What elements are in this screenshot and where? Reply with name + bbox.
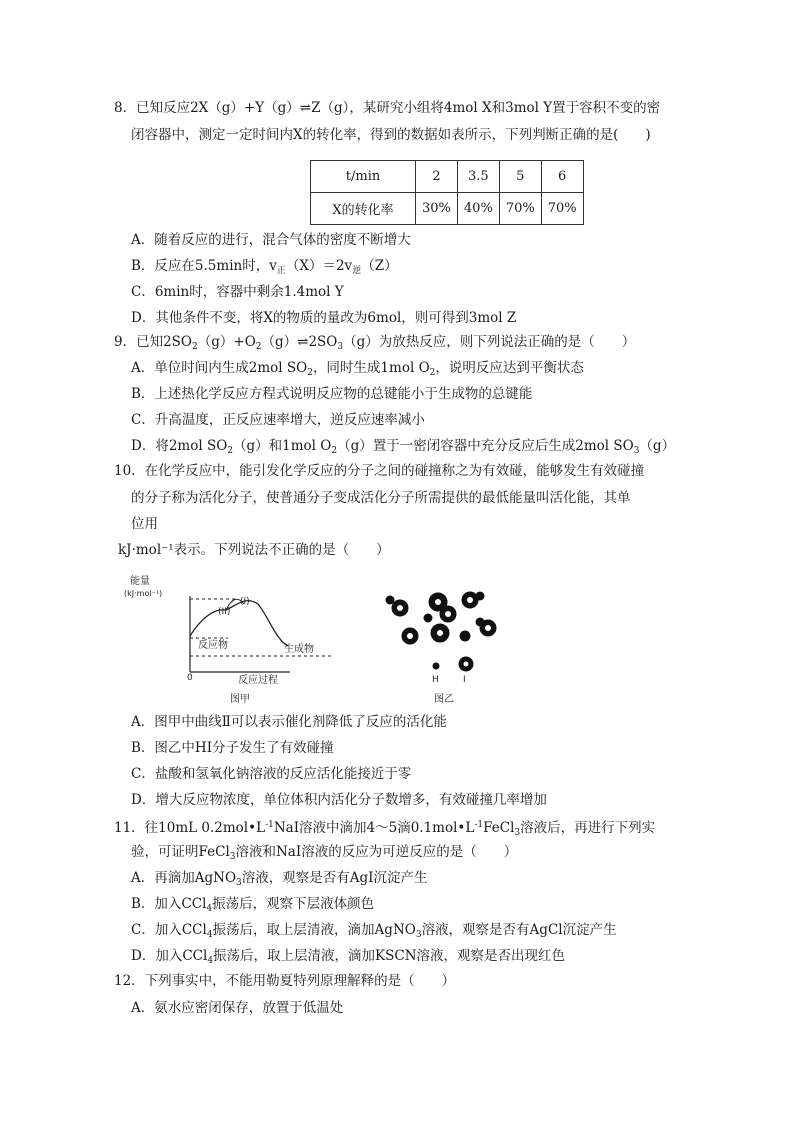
figure-caption-b: 图乙 xyxy=(434,694,454,705)
x-axis-label: 反应过程 xyxy=(238,675,278,686)
q11-option-d: D．加入CCl$_4$振荡后，取上层清液，滴加KSCN溶液，观察是否出现红色 xyxy=(131,948,566,966)
table-cell: 3.5 xyxy=(457,161,499,193)
y-axis-unit: (kJ·mol⁻¹) xyxy=(124,589,163,598)
table-cell: 70% xyxy=(499,193,541,225)
molecule-h xyxy=(476,618,484,626)
q8-option-b: B．反应在5.5min时，$v_正(X)=2v_逆(Z)$ xyxy=(131,258,398,276)
curve-i-label: (I) xyxy=(240,597,250,607)
q10-stem-line3: 位用 xyxy=(131,516,158,532)
q9-option-d: D．将2mol $SO_2(g)$和1mol $O_2(g)$置于一密闭容器中充分反应后生成2mol $SO_3(g)$ xyxy=(131,438,676,456)
table-header-rate: X的转化率 xyxy=(311,193,416,225)
figure-caption-a: 图甲 xyxy=(230,694,250,705)
table-row xyxy=(311,161,584,193)
legend-h-label: H xyxy=(432,675,439,685)
energy-diagram-figure xyxy=(118,574,340,706)
table-cell: 5 xyxy=(499,161,541,193)
molecule-h xyxy=(424,614,432,622)
q11-option-b: B．加入CCl$_4$振荡后，观察下层液体颜色 xyxy=(131,896,375,914)
q8-stem-line1: 8．已知反应2X（g）+Y（g）⇌Z（g），某研究小组将4mol X和3mol Y置于容积不变的密 xyxy=(114,100,661,116)
q10-option-c: C．盐酸和氢氧化钠溶液的反应活化能接近于零 xyxy=(131,766,412,782)
q9-stem: 9．已知$2SO_2(g)+O_2(g)\rightleftharpoons 2SO_3(g)$为放热反应，则下列说法正确的是（ ） xyxy=(114,334,636,352)
reactant-label: 反应物 xyxy=(198,640,228,651)
legend-h-dot xyxy=(433,663,439,669)
q8-option-d: D．其他条件不变，将X的物质的量改为6mol，则可得到3mol Z xyxy=(131,310,517,326)
q12-stem: 12．下列事实中，不能用勒夏特列原理解释的是（ ） xyxy=(114,973,456,989)
table-cell: 40% xyxy=(457,193,499,225)
q10-stem-line2: 的分子称为活化分子，使普通分子变成活化分子所需提供的最低能量叫活化能，其单 xyxy=(131,490,631,506)
q11-option-a: A．再滴加AgNO$_3$溶液，观察是否有AgI沉淀产生 xyxy=(131,870,428,888)
q8-option-c: C．6min时，容器中剩余1.4mol Y xyxy=(131,284,344,300)
molecule-h xyxy=(460,631,470,641)
q11-option-c: C．加入CCl$_4$振荡后，取上层清液，滴加AgNO$_3$溶液，观察是否有AgCl沉淀产生 xyxy=(131,922,617,940)
curve-ii-label: (II) xyxy=(218,607,231,617)
table-cell: 2 xyxy=(416,161,458,193)
q10-option-a: A．图甲中曲线Ⅱ可以表示催化剂降低了反应的活化能 xyxy=(131,714,447,730)
table-row xyxy=(311,193,584,225)
q10-option-b: B．图乙中HI分子发生了有效碰撞 xyxy=(131,740,334,756)
origin-label: 0 xyxy=(187,673,193,683)
q12-option-a: A．氨水应密闭保存，放置于低温处 xyxy=(131,1000,344,1016)
q9-option-b: B．上述热化学反应方程式说明反应物的总键能小于生成物的总键能 xyxy=(131,386,533,402)
q10-stem-line1: 10．在化学反应中，能引发化学反应的分子之间的碰撞称之为有效碰，能够发生有效碰撞 xyxy=(114,463,645,479)
q11-stem-line1: 11．往10mL $0.2mol•L^{-1}NaI$溶液中滴加4～5滴$0.1mol•L^{-1}FeCl_3$溶液后，再进行下列实 xyxy=(114,820,656,838)
y-axis-label: 能量 xyxy=(130,576,150,587)
molecule-h xyxy=(386,596,394,604)
molecule-h xyxy=(476,592,484,600)
q9-option-a: A．单位时间内生成2mol $SO_2$，同时生成1mol $O_2$，说明反应达到平衡状态 xyxy=(131,360,584,378)
q9-option-c: C．升高温度，正反应速率增大，逆反应速率减小 xyxy=(131,412,425,428)
table-cell: 30% xyxy=(416,193,458,225)
table-cell: 70% xyxy=(541,193,583,225)
q10-stem-line4: kJ·mol⁻¹表示。下列说法不正确的是（ ） xyxy=(118,542,390,558)
q8-option-a: A．随着反应的进行，混合气体的密度不断增大 xyxy=(131,232,411,248)
q8-data-table xyxy=(310,160,584,225)
table-header-time: t/min xyxy=(311,161,416,193)
q11-stem-line2: 验，可证明FeCl$_3$溶液和NaI溶液的反应为可逆反应的是（ ） xyxy=(131,844,518,862)
q8-stem-line2: 闭容器中，测定一定时间内X的转化率，得到的数据如表所示，下列判断正确的是( ) xyxy=(131,127,651,143)
table-cell: 6 xyxy=(541,161,583,193)
legend-i-label: I xyxy=(463,675,466,685)
collision-figure xyxy=(370,578,520,706)
q10-option-d: D．增大反应物浓度，单位体积内活化分子数增多，有效碰撞几率增加 xyxy=(131,792,547,808)
product-label: 生成物 xyxy=(284,644,314,655)
